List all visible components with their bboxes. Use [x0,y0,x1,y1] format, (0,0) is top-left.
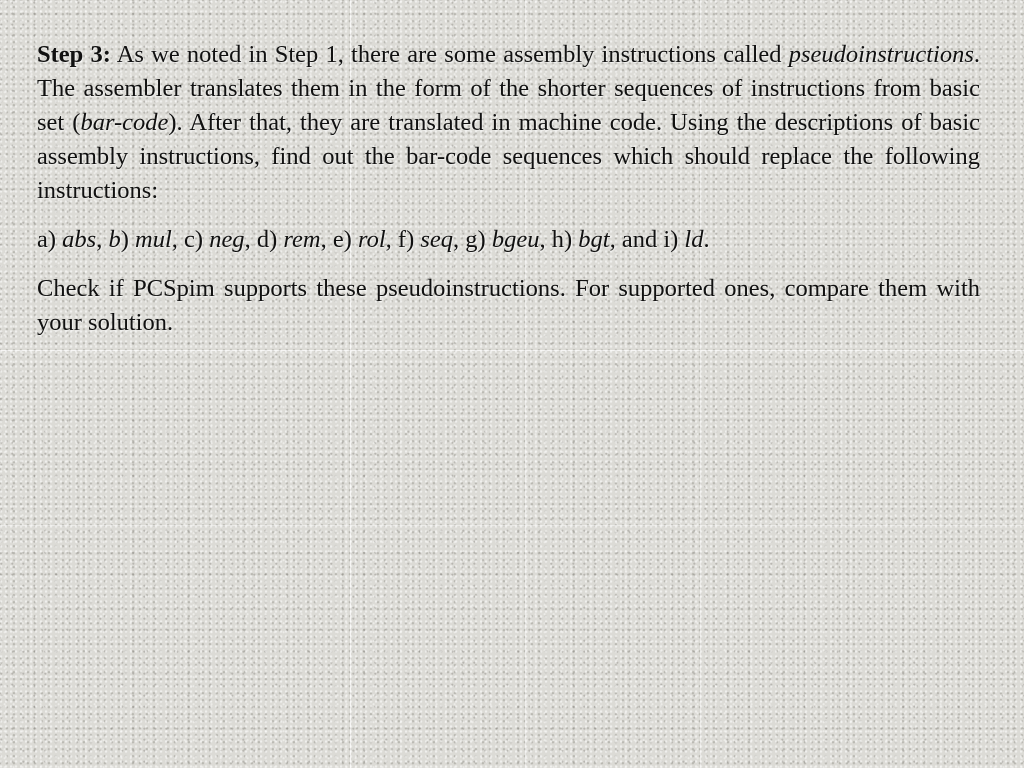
list-separator: , c) [171,226,210,253]
list-separator: and i) [615,226,685,253]
instruction-bgt: bgt, [578,226,616,253]
list-separator: , g) [453,226,492,253]
instruction-neg: neg [209,226,245,253]
instruction-rem: rem [283,226,321,253]
instruction-bgeu: bgeu [491,226,540,253]
instruction-abs: abs [62,226,97,253]
list-separator: , h) [539,226,579,253]
list-separator: , e) [320,226,358,253]
list-separator: ) [120,226,136,253]
instruction-seq: seq [420,226,454,253]
step-paragraph [37,38,980,208]
list-end: . [703,226,710,253]
list-separator: , d) [244,226,284,253]
instruction-rol: rol, [357,226,392,253]
bar-code-term: bar-code [80,109,169,136]
instruction-mul: mul [135,226,172,253]
step-label: Step 3: [37,41,111,68]
check-paragraph: Check if PCSpim supports these pseudoinstructions. For supported ones, compare them with your solution. [37,275,980,336]
list-separator: , [96,226,109,253]
list-separator: f) [391,226,421,253]
tile-divider [0,525,1024,526]
step-text: . The assembler translates them in the form of the shorter sequences of instructions from basic set ( [37,41,980,136]
list-label-b: b [108,226,121,253]
list-label: a) [37,226,63,253]
slide-body [37,38,980,355]
instruction-ld: ld [684,226,704,253]
pseudoinstructions-term: pseudoinstructions [788,41,974,68]
step-text: ). After that, they are translated in machine code. Using the descriptions of basic assembly instructions, find out the bar-code sequences which should replace the following instructions: [37,109,980,204]
step-text: As we noted in Step 1, there are some assembly instructions called [110,41,789,68]
instruction-list [37,223,980,257]
